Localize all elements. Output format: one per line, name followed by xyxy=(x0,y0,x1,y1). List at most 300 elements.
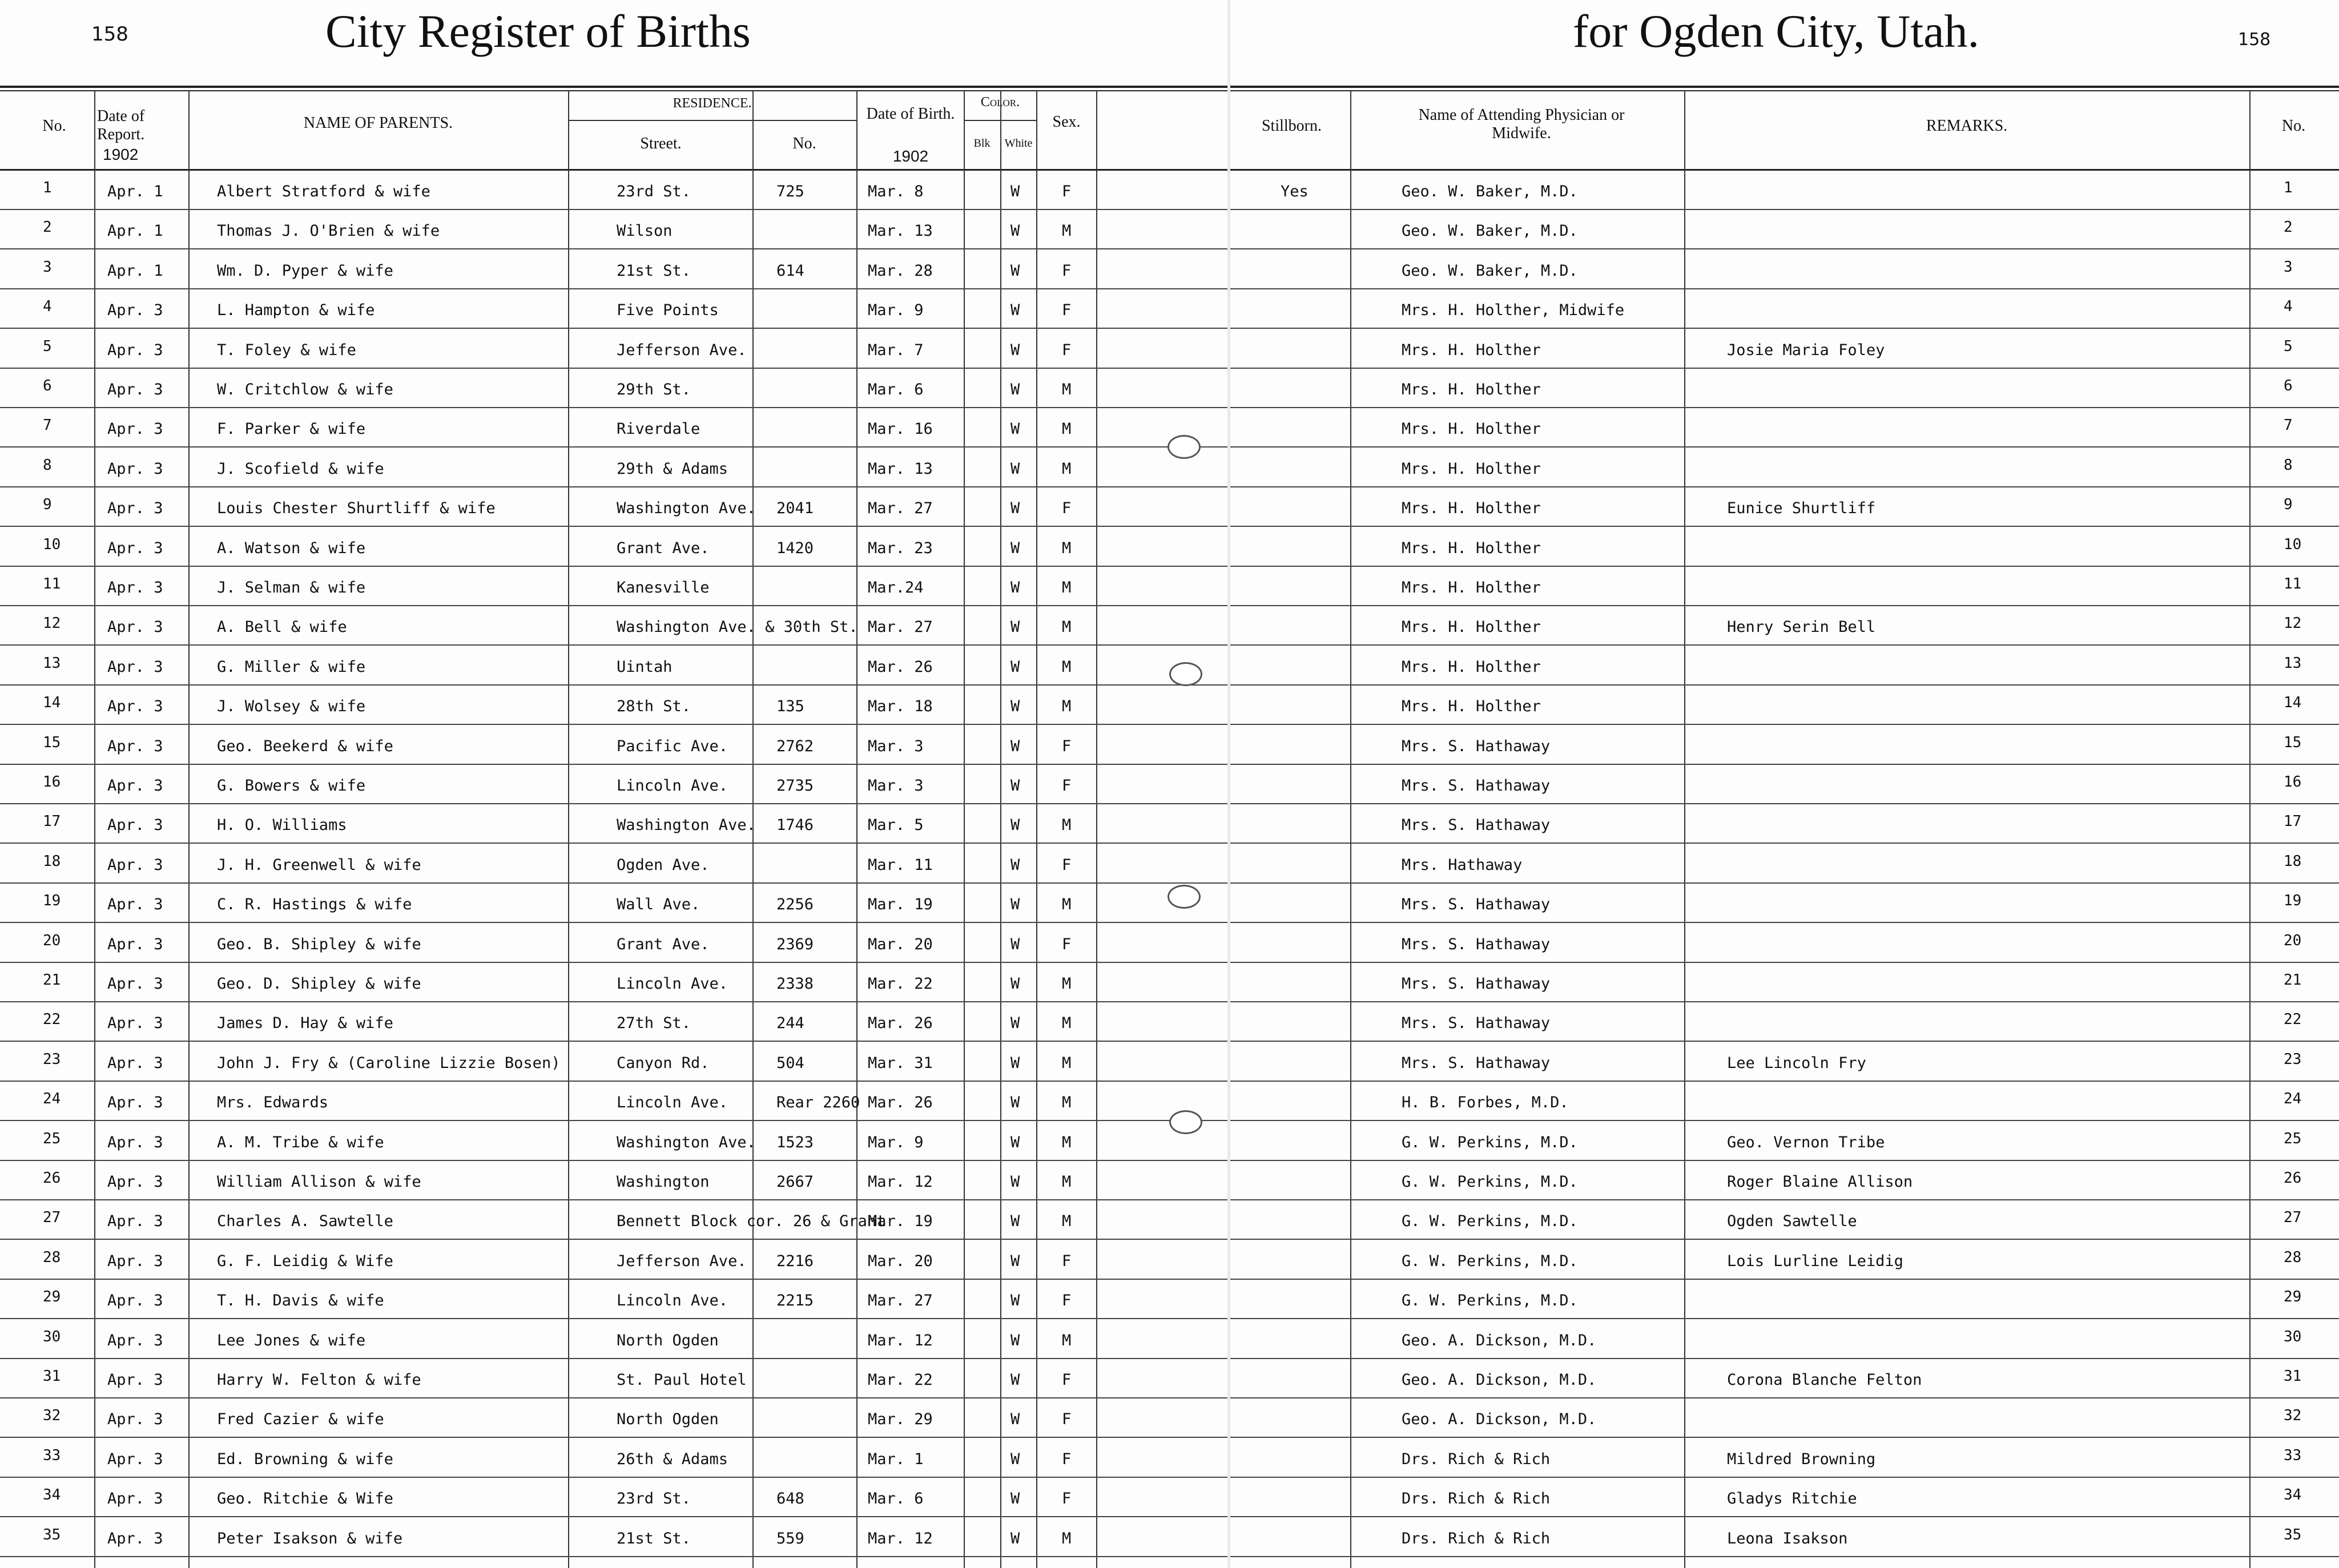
register-row-left xyxy=(0,1003,1227,1042)
street-number: 2256 xyxy=(776,896,814,914)
street: 23rd St. xyxy=(617,183,691,200)
physician: Mrs. H. Holther xyxy=(1402,381,1541,398)
street: Wilson xyxy=(617,222,673,240)
register-row-left xyxy=(0,528,1227,567)
register-row-left xyxy=(0,647,1227,686)
date-of-birth: Mar. 12 xyxy=(868,1173,933,1191)
parents-name: Albert Stratford & wife xyxy=(217,183,430,200)
date-of-birth: Mar. 22 xyxy=(868,1371,933,1389)
parents-name: Peter Isakson & wife xyxy=(217,1529,403,1547)
date-of-report: Apr. 3 xyxy=(107,658,163,676)
physician: G. W. Perkins, M.D. xyxy=(1402,1292,1578,1310)
parents-name: Harry W. Felton & wife xyxy=(217,1371,421,1389)
register-row-left xyxy=(0,449,1227,487)
header-street: Street. xyxy=(640,135,682,152)
row-number-right: 21 xyxy=(2284,972,2302,989)
sex: F xyxy=(1062,1410,1072,1429)
physician: Mrs. H. Holther xyxy=(1402,341,1541,359)
physician: Mrs. H. Holther xyxy=(1402,658,1541,676)
row-number-right: 2 xyxy=(2284,219,2293,236)
row-number: 8 xyxy=(43,456,52,474)
color-white: W xyxy=(1011,183,1020,200)
date-of-report: Apr. 3 xyxy=(107,777,163,795)
date-of-report: Apr. 3 xyxy=(107,420,163,438)
street: Lincoln Ave. xyxy=(617,975,728,993)
row-number-right: 19 xyxy=(2284,892,2302,910)
street-number: 2667 xyxy=(776,1173,814,1191)
date-of-report: Apr. 3 xyxy=(107,301,163,320)
row-number: 22 xyxy=(43,1011,61,1029)
register-row-right xyxy=(1230,1478,2339,1517)
date-of-birth: Mar.24 xyxy=(868,579,924,596)
street-number: 648 xyxy=(776,1490,804,1508)
sex: F xyxy=(1062,301,1072,320)
row-number: 1 xyxy=(43,179,52,196)
row-number: 9 xyxy=(43,496,52,514)
date-of-report: Apr. 3 xyxy=(107,896,163,914)
register-row-right xyxy=(1230,845,2339,884)
row-number: 26 xyxy=(43,1170,61,1187)
remarks: Lois Lurline Leidig xyxy=(1727,1252,1903,1270)
row-number: 5 xyxy=(43,337,52,355)
street-number: 2215 xyxy=(776,1292,814,1310)
color-white: W xyxy=(1011,1094,1020,1112)
right-page-number: 158 xyxy=(2238,30,2271,50)
date-of-report: Apr. 3 xyxy=(107,1094,163,1112)
register-row-right xyxy=(1230,884,2339,923)
date-of-report: Apr. 3 xyxy=(107,935,163,953)
row-number-right: 11 xyxy=(2284,575,2302,592)
date-of-birth: Mar. 27 xyxy=(868,499,933,518)
sex: M xyxy=(1062,896,1072,914)
row-number: 13 xyxy=(43,654,61,672)
register-row-right xyxy=(1230,1043,2339,1082)
register-row-right xyxy=(1230,211,2339,249)
remarks: Mildred Browning xyxy=(1727,1450,1876,1468)
parents-name: J. Scofield & wife xyxy=(217,459,384,478)
row-number-right: 31 xyxy=(2284,1368,2302,1385)
date-of-report: Apr. 3 xyxy=(107,975,163,993)
sex: M xyxy=(1062,1014,1072,1033)
register-row-right xyxy=(1230,409,2339,448)
street: Lincoln Ave. xyxy=(617,1292,728,1310)
parents-name: Thomas J. O'Brien & wife xyxy=(217,222,440,240)
sex: M xyxy=(1062,816,1072,835)
register-row-right xyxy=(1230,1241,2339,1280)
physician: Mrs. H. Holther xyxy=(1402,539,1541,557)
row-number-right: 3 xyxy=(2284,258,2293,276)
sex: F xyxy=(1062,1252,1072,1270)
header-report-year: 1902 xyxy=(103,146,139,163)
register-row-right xyxy=(1230,369,2339,408)
street: Ogden Ave. xyxy=(617,856,710,874)
row-number-right: 34 xyxy=(2284,1486,2302,1504)
sex: F xyxy=(1062,499,1072,518)
sex: M xyxy=(1062,1094,1072,1112)
register-row-left xyxy=(0,1360,1227,1398)
date-of-birth: Mar. 3 xyxy=(868,777,924,795)
color-white: W xyxy=(1011,341,1020,359)
parents-name: Mrs. Edwards xyxy=(217,1094,329,1112)
date-of-report: Apr. 3 xyxy=(107,1133,163,1151)
parents-name: J. Selman & wife xyxy=(217,579,366,596)
register-row-left xyxy=(0,726,1227,765)
date-of-report: Apr. 3 xyxy=(107,816,163,835)
row-number: 7 xyxy=(43,417,52,434)
date-of-birth: Mar. 27 xyxy=(868,618,933,636)
physician: G. W. Perkins, M.D. xyxy=(1402,1252,1578,1270)
row-number-right: 7 xyxy=(2284,417,2293,434)
date-of-report: Apr. 1 xyxy=(107,183,163,200)
row-number-right: 5 xyxy=(2284,337,2293,355)
street-number: 135 xyxy=(776,698,804,716)
row-number-right: 28 xyxy=(2284,1248,2302,1266)
register-row-left xyxy=(0,1201,1227,1240)
street: Washington xyxy=(617,1173,710,1191)
parents-name: H. O. Williams xyxy=(217,816,347,835)
date-of-birth: Mar. 3 xyxy=(868,737,924,755)
row-number: 35 xyxy=(43,1526,61,1543)
parents-name: A. M. Tribe & wife xyxy=(217,1133,384,1151)
date-of-report: Apr. 3 xyxy=(107,1410,163,1429)
street: Washington Ave. & 30th St. xyxy=(617,618,858,636)
physician: Mrs. S. Hathaway xyxy=(1402,1014,1551,1033)
date-of-birth: Mar. 20 xyxy=(868,1252,933,1270)
row-number-right: 8 xyxy=(2284,456,2293,474)
color-white: W xyxy=(1011,1371,1020,1389)
right-top-rule-2 xyxy=(1230,90,2339,91)
header-date-of-birth: Date of Birth. xyxy=(866,105,955,123)
row-number-right: 35 xyxy=(2284,1526,2302,1543)
register-row-right xyxy=(1230,1003,2339,1042)
physician: Mrs. S. Hathaway xyxy=(1402,816,1551,835)
header-street-no: No. xyxy=(792,135,816,152)
street: Lincoln Ave. xyxy=(617,1094,728,1112)
register-row-right xyxy=(1230,805,2339,844)
register-row-left xyxy=(0,171,1227,210)
physician: H. B. Forbes, M.D. xyxy=(1402,1094,1569,1112)
physician: Drs. Rich & Rich xyxy=(1402,1450,1551,1468)
color-white: W xyxy=(1011,459,1020,478)
row-number-right: 13 xyxy=(2284,654,2302,672)
street: 23rd St. xyxy=(617,1490,691,1508)
color-white: W xyxy=(1011,222,1020,240)
parents-name: Wm. D. Pyper & wife xyxy=(217,261,393,280)
register-row-right xyxy=(1230,607,2339,646)
street: Grant Ave. xyxy=(617,935,710,953)
register-row-left xyxy=(0,1478,1227,1517)
parents-name: J. Wolsey & wife xyxy=(217,698,366,716)
row-number-right: 26 xyxy=(2284,1170,2302,1187)
sex: F xyxy=(1062,183,1072,200)
parents-name: Geo. Beekerd & wife xyxy=(217,737,393,755)
sex: F xyxy=(1062,341,1072,359)
parents-name: G. Miller & wife xyxy=(217,658,366,676)
register-row-right xyxy=(1230,964,2339,1002)
row-number-right: 23 xyxy=(2284,1050,2302,1068)
date-of-birth: Mar. 27 xyxy=(868,1292,933,1310)
date-of-birth: Mar. 26 xyxy=(868,1094,933,1112)
date-of-birth: Mar. 1 xyxy=(868,1450,924,1468)
physician: G. W. Perkins, M.D. xyxy=(1402,1173,1578,1191)
register-row-right xyxy=(1230,1439,2339,1478)
sex: M xyxy=(1062,1529,1072,1547)
parents-name: C. R. Hastings & wife xyxy=(217,896,412,914)
parents-name: G. Bowers & wife xyxy=(217,777,366,795)
row-number: 14 xyxy=(43,694,61,712)
date-of-report: Apr. 3 xyxy=(107,1252,163,1270)
street-number: 2762 xyxy=(776,737,814,755)
date-of-report: Apr. 3 xyxy=(107,1490,163,1508)
sex: M xyxy=(1062,420,1072,438)
date-of-report: Apr. 3 xyxy=(107,1212,163,1231)
right-page xyxy=(1230,0,2339,1568)
row-number-right: 15 xyxy=(2284,733,2302,751)
physician: Geo. A. Dickson, M.D. xyxy=(1402,1410,1597,1429)
street: Riverdale xyxy=(617,420,701,438)
date-of-report: Apr. 3 xyxy=(107,459,163,478)
register-row-right xyxy=(1230,765,2339,804)
register-row-left xyxy=(0,1241,1227,1280)
remarks: Ogden Sawtelle xyxy=(1727,1212,1857,1231)
header-physician: Name of Attending Physician or Midwife. xyxy=(1418,106,1625,143)
binder-hole xyxy=(1168,435,1201,459)
left-page-title: City Register of Births xyxy=(325,5,751,57)
parents-name: Louis Chester Shurtliff & wife xyxy=(217,499,496,518)
street: 21st St. xyxy=(617,1529,691,1547)
left-top-rule xyxy=(0,86,1227,88)
physician: Mrs. H. Holther xyxy=(1402,698,1541,716)
date-of-birth: Mar. 19 xyxy=(868,1212,933,1231)
color-white: W xyxy=(1011,856,1020,874)
row-number: 17 xyxy=(43,813,61,831)
parents-name: Geo. B. Shipley & wife xyxy=(217,935,421,953)
physician: Mrs. H. Holther xyxy=(1402,459,1541,478)
sex: F xyxy=(1062,737,1072,755)
street: Bennett Block cor. 26 & Grant xyxy=(617,1212,886,1231)
row-number-right: 25 xyxy=(2284,1130,2302,1147)
register-row-left xyxy=(0,330,1227,369)
date-of-birth: Mar. 5 xyxy=(868,816,924,835)
remarks: Leona Isakson xyxy=(1727,1529,1848,1547)
header-blk: Blk xyxy=(973,137,991,150)
row-number: 33 xyxy=(43,1446,61,1464)
row-number: 21 xyxy=(43,972,61,989)
remarks: Roger Blaine Allison xyxy=(1727,1173,1913,1191)
sex: M xyxy=(1062,1331,1072,1349)
register-row-right xyxy=(1230,488,2339,527)
sex: F xyxy=(1062,1371,1072,1389)
register-row-left xyxy=(0,211,1227,249)
street: Wall Ave. xyxy=(617,896,701,914)
date-of-birth: Mar. 16 xyxy=(868,420,933,438)
row-number: 4 xyxy=(43,298,52,316)
physician: G. W. Perkins, M.D. xyxy=(1402,1212,1578,1231)
date-of-report: Apr. 1 xyxy=(107,261,163,280)
street: Washington Ave. xyxy=(617,816,756,835)
sex: M xyxy=(1062,658,1072,676)
remarks: Geo. Vernon Tribe xyxy=(1727,1133,1885,1151)
date-of-birth: Mar. 22 xyxy=(868,975,933,993)
street-number: 1746 xyxy=(776,816,814,835)
street: Five Points xyxy=(617,301,719,320)
date-of-birth: Mar. 11 xyxy=(868,856,933,874)
sex: F xyxy=(1062,261,1072,280)
register-row-right xyxy=(1230,647,2339,686)
street: 29th & Adams xyxy=(617,459,728,478)
header-sex: Sex. xyxy=(1052,113,1081,131)
parents-name: F. Parker & wife xyxy=(217,420,366,438)
row-number: 23 xyxy=(43,1050,61,1068)
date-of-birth: Mar. 7 xyxy=(868,341,924,359)
date-of-report: Apr. 3 xyxy=(107,1014,163,1033)
row-number-right: 4 xyxy=(2284,298,2293,316)
street-number: 725 xyxy=(776,183,804,200)
street-number: 1523 xyxy=(776,1133,814,1151)
date-of-report: Apr. 3 xyxy=(107,539,163,557)
row-number: 28 xyxy=(43,1248,61,1266)
street: 21st St. xyxy=(617,261,691,280)
physician: Mrs. H. Holther xyxy=(1402,420,1541,438)
row-number: 27 xyxy=(43,1209,61,1227)
row-number-right: 33 xyxy=(2284,1446,2302,1464)
physician: Geo. W. Baker, M.D. xyxy=(1402,183,1578,200)
row-number: 25 xyxy=(43,1130,61,1147)
street: Uintah xyxy=(617,658,673,676)
street-number: 2735 xyxy=(776,777,814,795)
date-of-birth: Mar. 9 xyxy=(868,301,924,320)
register-row-left xyxy=(0,1320,1227,1359)
sex: M xyxy=(1062,1054,1072,1072)
register-row-left xyxy=(0,686,1227,725)
parents-name: G. F. Leidig & Wife xyxy=(217,1252,393,1270)
register-row-right xyxy=(1230,567,2339,606)
physician: Geo. A. Dickson, M.D. xyxy=(1402,1331,1597,1349)
color-white: W xyxy=(1011,777,1020,795)
date-of-birth: Mar. 18 xyxy=(868,698,933,716)
register-row-right xyxy=(1230,1320,2339,1359)
row-number-right: 9 xyxy=(2284,496,2293,514)
date-of-report: Apr. 3 xyxy=(107,1529,163,1547)
row-number-right: 32 xyxy=(2284,1407,2302,1425)
header-no-right: No. xyxy=(2281,117,2306,135)
color-white: W xyxy=(1011,1054,1020,1072)
date-of-birth: Mar. 13 xyxy=(868,459,933,478)
register-row-left xyxy=(0,805,1227,844)
right-page-title: for Ogden City, Utah. xyxy=(1573,5,1980,57)
color-white: W xyxy=(1011,301,1020,320)
color-white: W xyxy=(1011,1450,1020,1468)
street: North Ogden xyxy=(617,1331,719,1349)
date-of-report: Apr. 3 xyxy=(107,1331,163,1349)
row-number-right: 1 xyxy=(2284,179,2293,196)
row-number-right: 18 xyxy=(2284,852,2302,870)
physician: G. W. Perkins, M.D. xyxy=(1402,1133,1578,1151)
physician: Geo. A. Dickson, M.D. xyxy=(1402,1371,1597,1389)
header-white: White xyxy=(1004,137,1033,150)
color-white: W xyxy=(1011,896,1020,914)
sex: F xyxy=(1062,856,1072,874)
street: 29th St. xyxy=(617,381,691,398)
register-row-right xyxy=(1230,528,2339,567)
register-row-left xyxy=(0,488,1227,527)
binder-hole xyxy=(1168,885,1201,909)
street: Grant Ave. xyxy=(617,539,710,557)
parents-name: T. Foley & wife xyxy=(217,341,356,359)
color-white: W xyxy=(1011,698,1020,716)
residence-subrule xyxy=(568,120,856,121)
row-number: 30 xyxy=(43,1328,61,1345)
sex: M xyxy=(1062,459,1072,478)
left-header-rule xyxy=(0,169,1227,171)
street: St. Paul Hotel xyxy=(617,1371,747,1389)
register-row-left xyxy=(0,1399,1227,1438)
register-row-right xyxy=(1230,1122,2339,1161)
row-number-right: 27 xyxy=(2284,1209,2302,1227)
register-row-left xyxy=(0,1122,1227,1161)
sex: F xyxy=(1062,1450,1072,1468)
physician: Mrs. H. Holther xyxy=(1402,499,1541,518)
sex: F xyxy=(1062,935,1072,953)
street-number: 1420 xyxy=(776,539,814,557)
row-number: 3 xyxy=(43,258,52,276)
register-row-right xyxy=(1230,1518,2339,1557)
row-number: 10 xyxy=(43,535,61,553)
row-number-right: 17 xyxy=(2284,813,2302,831)
row-number: 20 xyxy=(43,932,61,949)
color-white: W xyxy=(1011,975,1020,993)
physician: Geo. W. Baker, M.D. xyxy=(1402,261,1578,280)
date-of-report: Apr. 3 xyxy=(107,737,163,755)
street: Jefferson Ave. xyxy=(617,1252,747,1270)
parents-name: Lee Jones & wife xyxy=(217,1331,366,1349)
street: Kanesville xyxy=(617,579,710,596)
header-color: Color. xyxy=(980,95,1020,110)
header-birth-year: 1902 xyxy=(892,147,929,165)
date-of-birth: Mar. 6 xyxy=(868,381,924,398)
register-row-left xyxy=(0,251,1227,289)
street: 28th St. xyxy=(617,698,691,716)
date-of-report: Apr. 3 xyxy=(107,1173,163,1191)
header-no: No. xyxy=(42,117,66,135)
row-number-right: 10 xyxy=(2284,535,2302,553)
street-number: 2216 xyxy=(776,1252,814,1270)
street: 26th & Adams xyxy=(617,1450,728,1468)
date-of-birth: Mar. 9 xyxy=(868,1133,924,1151)
parents-name: Fred Cazier & wife xyxy=(217,1410,384,1429)
street: Washington Ave. xyxy=(617,499,756,518)
date-of-birth: Mar. 12 xyxy=(868,1331,933,1349)
physician: Drs. Rich & Rich xyxy=(1402,1490,1551,1508)
street-number: 244 xyxy=(776,1014,804,1033)
parents-name: L. Hampton & wife xyxy=(217,301,375,320)
street-number: 559 xyxy=(776,1529,804,1547)
color-white: W xyxy=(1011,816,1020,835)
date-of-birth: Mar. 12 xyxy=(868,1529,933,1547)
color-white: W xyxy=(1011,1252,1020,1270)
register-row-right xyxy=(1230,171,2339,210)
physician: Mrs. S. Hathaway xyxy=(1402,975,1551,993)
sex: M xyxy=(1062,222,1072,240)
parents-name: Geo. D. Shipley & wife xyxy=(217,975,421,993)
row-number: 16 xyxy=(43,773,61,791)
register-row-left xyxy=(0,884,1227,923)
color-white: W xyxy=(1011,658,1020,676)
register-row-left xyxy=(0,1043,1227,1082)
remarks: Lee Lincoln Fry xyxy=(1727,1054,1866,1072)
sex: M xyxy=(1062,975,1072,993)
date-of-report: Apr. 3 xyxy=(107,698,163,716)
